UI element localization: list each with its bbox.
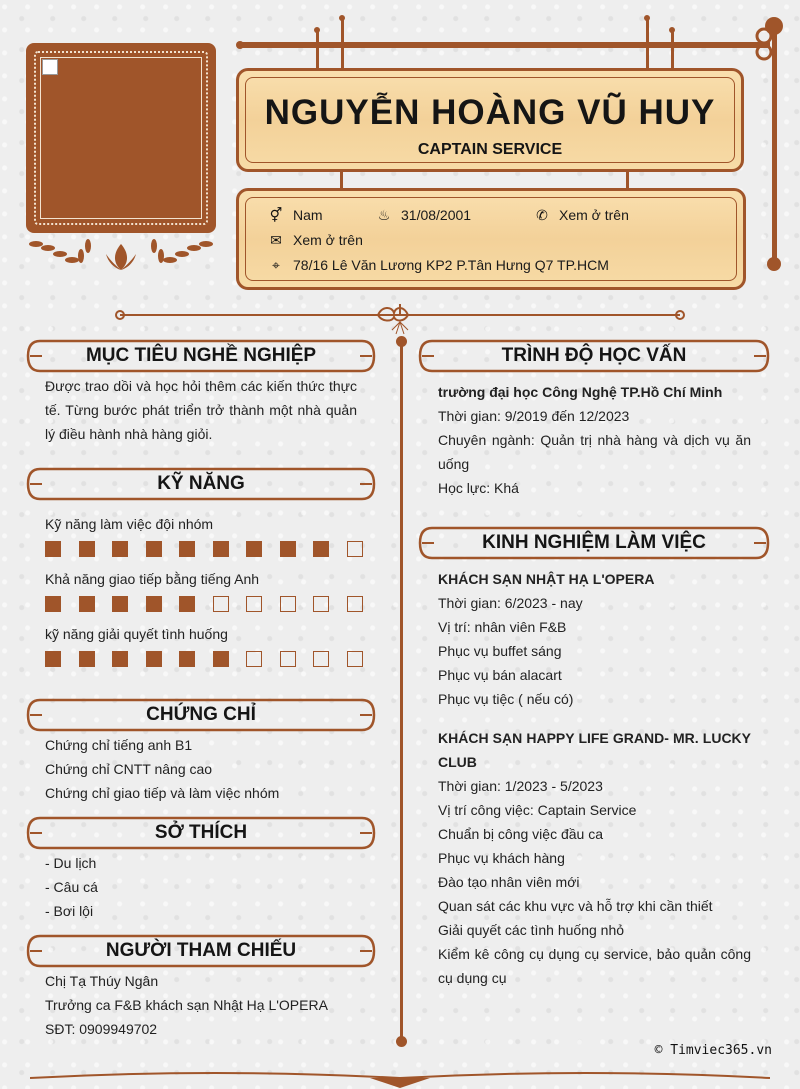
job-line: Vị trí công việc: Captain Service bbox=[438, 802, 637, 818]
skill-label: Kỹ năng làm việc đội nhóm bbox=[45, 516, 214, 532]
copyright-text: © Timviec365.vn bbox=[654, 1043, 772, 1058]
rating-square-filled bbox=[179, 596, 195, 612]
birthdate-field bbox=[375, 207, 471, 223]
rating-square-filled bbox=[146, 596, 162, 612]
footer-ornament bbox=[30, 1066, 770, 1089]
job-title: CAPTAIN SERVICE bbox=[417, 141, 563, 158]
rating-square-filled bbox=[45, 596, 61, 612]
phone-field bbox=[533, 207, 629, 223]
references-heading-label: NGƯỜI THAM CHIẾU bbox=[105, 940, 297, 961]
experience-heading-label: KINH NGHIỆM LÀM VIỆC bbox=[482, 532, 706, 553]
contact-board bbox=[236, 188, 746, 290]
rating-square-empty bbox=[280, 651, 296, 667]
rating-square-filled bbox=[79, 541, 95, 557]
job-line: Phục vụ khách hàng bbox=[438, 850, 565, 866]
certificates-heading bbox=[26, 698, 376, 732]
rating-square-empty bbox=[213, 596, 229, 612]
education-major: Chuyên ngành: Quản trị nhà hàng và dịch vụ ăn uống bbox=[438, 432, 751, 472]
laurel-ornament bbox=[26, 236, 216, 276]
rating-square-empty bbox=[347, 541, 363, 557]
job-line: Quan sát các khu vực và hỗ trợ khi cần thiết bbox=[438, 898, 713, 914]
rating-square-filled bbox=[45, 651, 61, 667]
rating-square-filled bbox=[45, 541, 61, 557]
reference-item: Chị Tạ Thúy Ngân bbox=[45, 973, 159, 989]
job-line: Đào tạo nhân viên mới bbox=[438, 874, 580, 890]
skill-rating bbox=[45, 596, 363, 612]
rating-square-filled bbox=[179, 541, 195, 557]
rating-square-empty bbox=[246, 596, 262, 612]
job-line: Phục vụ buffet sáng bbox=[438, 643, 562, 659]
rating-square-empty bbox=[280, 596, 296, 612]
job-company: KHÁCH SẠN NHẬT HẠ L'OPERA bbox=[438, 571, 655, 587]
hobby-item: - Bơi lội bbox=[45, 903, 94, 919]
job-line: Vị trí: nhân viên F&B bbox=[438, 619, 567, 635]
skill-label: kỹ năng giải quyết tình huống bbox=[45, 626, 228, 642]
education-heading-label: TRÌNH ĐỘ HỌC VẤN bbox=[501, 345, 687, 366]
job-line: Thời gian: 1/2023 - 5/2023 bbox=[438, 778, 603, 794]
rating-square-empty bbox=[246, 651, 262, 667]
rating-square-filled bbox=[179, 651, 195, 667]
birthdate-value: 31/08/2001 bbox=[401, 207, 472, 223]
cake-icon: ♨ bbox=[377, 207, 391, 223]
education-heading bbox=[418, 339, 770, 373]
hobby-item: - Du lịch bbox=[45, 855, 97, 871]
job-line: Phục vụ bán alacart bbox=[438, 667, 562, 683]
phone-value: Xem ở trên bbox=[559, 207, 629, 223]
column-divider bbox=[400, 340, 403, 1040]
skills-heading bbox=[26, 467, 376, 501]
rating-square-filled bbox=[313, 541, 329, 557]
objective-heading-label: MỤC TIÊU NGHỀ NGHIỆP bbox=[85, 345, 317, 366]
school-name: trường đại học Công Nghệ TP.Hồ Chí Minh bbox=[438, 384, 723, 400]
rating-square-filled bbox=[246, 541, 262, 557]
rating-square-filled bbox=[112, 541, 128, 557]
rating-square-filled bbox=[112, 596, 128, 612]
rating-square-filled bbox=[112, 651, 128, 667]
rating-square-empty bbox=[347, 596, 363, 612]
hobbies-heading bbox=[26, 816, 376, 850]
gender-field bbox=[267, 207, 323, 223]
name-board bbox=[236, 68, 744, 172]
certificate-item: Chứng chỉ giao tiếp và làm việc nhóm bbox=[45, 785, 280, 801]
email-value: Xem ở trên bbox=[293, 232, 363, 248]
gender-icon: ⚥ bbox=[269, 207, 283, 223]
job-line: Kiểm kê công cụ dụng cụ service, bảo quản công cụ dụng cụ bbox=[438, 946, 751, 986]
hobby-item: - Câu cá bbox=[45, 879, 98, 895]
avatar bbox=[42, 59, 58, 75]
certificate-item: Chứng chỉ CNTT nâng cao bbox=[45, 761, 213, 777]
rating-square-empty bbox=[313, 651, 329, 667]
skill-rating bbox=[45, 541, 363, 557]
address-field bbox=[267, 257, 609, 273]
rating-square-filled bbox=[146, 541, 162, 557]
rating-square-filled bbox=[213, 541, 229, 557]
objective-text: Được trao dồi và học hỏi thêm các kiến thức thực tế. Từng bước phát triển trở thành một nhà quản lý điều hành nhà hàng giỏi. bbox=[45, 378, 357, 442]
rating-square-filled bbox=[213, 651, 229, 667]
frame-inner-border bbox=[40, 57, 202, 219]
skills-heading-label: KỸ NĂNG bbox=[157, 473, 245, 494]
objective-heading bbox=[26, 339, 376, 373]
email-icon: ✉ bbox=[270, 232, 282, 248]
hobbies-heading-label: SỞ THÍCH bbox=[154, 822, 248, 843]
rating-square-filled bbox=[146, 651, 162, 667]
column-divider-dot-bottom bbox=[396, 1036, 407, 1047]
avatar-frame bbox=[26, 43, 216, 233]
reference-item: SĐT: 0909949702 bbox=[45, 1021, 158, 1037]
column-divider-dot bbox=[396, 336, 407, 347]
location-icon: ⌖ bbox=[272, 257, 280, 273]
rating-square-filled bbox=[79, 651, 95, 667]
candidate-name: NGUYỄN HOÀNG VŨ HUY bbox=[264, 93, 716, 132]
skill-label: Khả năng giao tiếp bằng tiếng Anh bbox=[45, 571, 260, 587]
job-company: KHÁCH SẠN HAPPY LIFE GRAND- MR. LUCKY CLUB bbox=[438, 730, 751, 770]
job-line: Thời gian: 6/2023 - nay bbox=[438, 595, 583, 611]
reference-item: Trưởng ca F&B khách sạn Nhật Hạ L'OPERA bbox=[45, 997, 328, 1013]
education-time: Thời gian: 9/2019 đến 12/2023 bbox=[438, 408, 630, 424]
references-heading bbox=[26, 934, 376, 968]
job-line: Chuẩn bị công việc đầu ca bbox=[438, 826, 603, 842]
section-divider bbox=[110, 304, 690, 338]
email-field bbox=[267, 232, 363, 248]
rating-square-filled bbox=[79, 596, 95, 612]
education-grade: Học lực: Khá bbox=[438, 480, 519, 496]
job-line: Giải quyết các tình huống nhỏ bbox=[438, 922, 625, 938]
certificates-heading-label: CHỨNG CHỈ bbox=[146, 704, 256, 725]
skill-rating bbox=[45, 651, 363, 667]
address-value: 78/16 Lê Văn Lương KP2 P.Tân Hưng Q7 TP.HCM bbox=[293, 257, 609, 273]
rating-square-filled bbox=[280, 541, 296, 557]
phone-icon: ✆ bbox=[536, 207, 548, 223]
certificate-item: Chứng chỉ tiếng anh B1 bbox=[45, 737, 193, 753]
rating-square-empty bbox=[313, 596, 329, 612]
gender-value: Nam bbox=[293, 207, 323, 223]
rating-square-empty bbox=[347, 651, 363, 667]
experience-heading bbox=[418, 526, 770, 560]
job-line: Phục vụ tiệc ( nếu có) bbox=[438, 691, 574, 707]
